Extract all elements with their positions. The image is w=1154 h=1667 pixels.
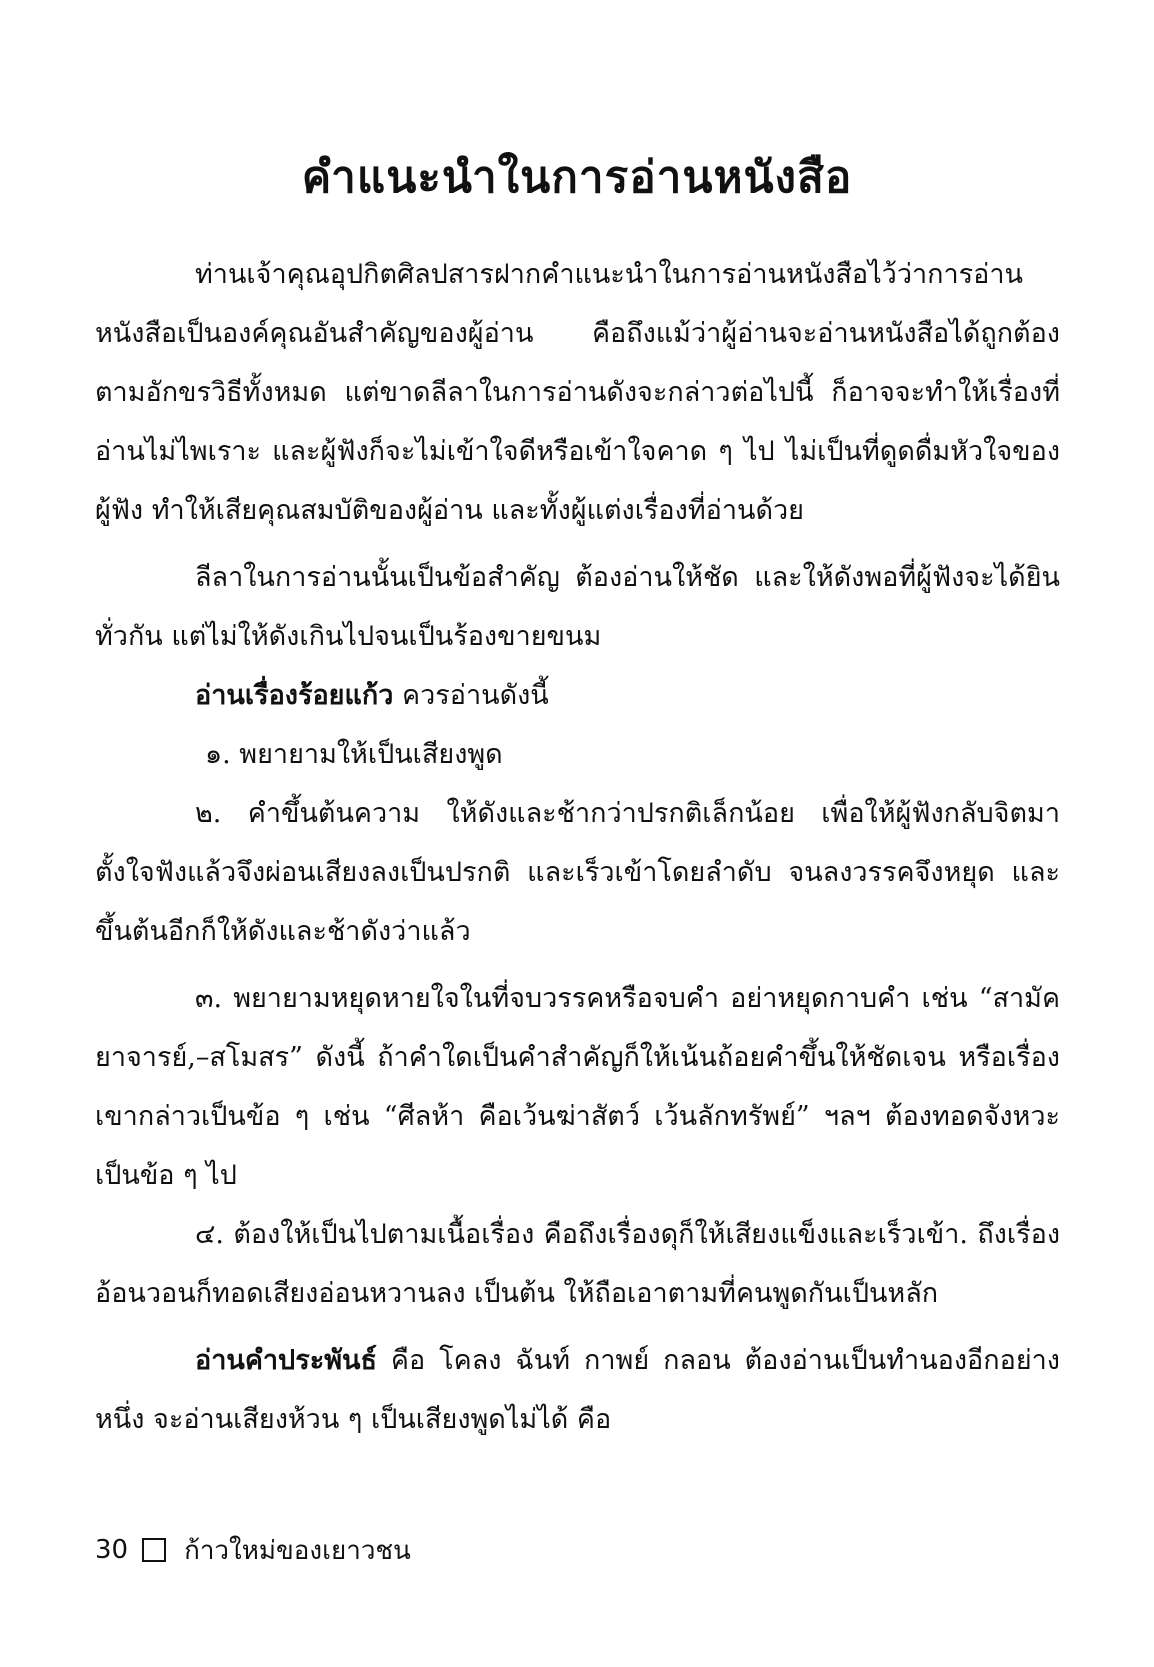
body-text	[95, 245, 1060, 1449]
square-icon	[142, 1538, 166, 1562]
page-title: คำแนะนำในการอ่านหนังสือ	[301, 152, 853, 203]
prose-heading-rest: ควรอ่านดังนี้	[393, 680, 549, 711]
book-title: ก้าวใหม่ของเยาวชน	[184, 1535, 411, 1566]
poetry-heading-bold: อ่านคำประพันธ์	[195, 1345, 377, 1376]
paragraph-poetry	[95, 1331, 1060, 1449]
poetry-heading-rest: คือ โคลง ฉันท์ กาพย์ กลอน ต้องอ่านเป็นทำนองอีกอย่างหนึ่ง จะอ่านเสียงห้วน ๆ เป็นเสียงพูดไม่ได้ คือ	[95, 1345, 1060, 1435]
page-number: 30	[95, 1535, 129, 1565]
list-item-2: ๒. คำขึ้นต้นความ ให้ดังและช้ากว่าปรกติเล็กน้อย เพื่อให้ผู้ฟังกลับจิตมาตั้งใจฟังแล้วจึงผ่อนเสียงลงเป็นปรกติ และเร็วเข้าโดยลำดับ จนลงวรรคจึงหยุด และขึ้นต้นอีกก็ให้ดังและช้าดังว่าแล้ว	[95, 798, 1060, 947]
prose-heading-bold: อ่านเรื่องร้อยแก้ว	[195, 680, 394, 711]
paragraph-reading-style: ลีลาในการอ่านนั้นเป็นข้อสำคัญ ต้องอ่านให้ชัด และให้ดังพอที่ผู้ฟังจะได้ยินทั่วกัน แต่ไม่ให้ดังเกินไปจนเป็นร้องขายขนม	[95, 562, 1060, 652]
list-item-1: ๑. พยายามให้เป็นเสียงพูด	[205, 739, 503, 770]
list-item-3: ๓. พยายามหยุดหายใจในที่จบวรรคหรือจบคำ อย่าหยุดกาบคำ เช่น “สามัคยาจารย์,–สโมสร” ดังนี้ ถ้าคำใดเป็นคำสำคัญก็ให้เน้นถ้อยคำขึ้นให้ชัดเจน หรือเรื่องเขากล่าวเป็นข้อ ๆ เช่น “ศีลห้า คือเว้นฆ่าสัตว์ เว้นลักทรัพย์” ฯลฯ ต้องทอดจังหวะเป็นข้อ ๆ ไป	[95, 983, 1060, 1191]
list-item-4: ๔. ต้องให้เป็นไปตามเนื้อเรื่อง คือถึงเรื่องดุก็ให้เสียงแข็งและเร็วเข้า. ถึงเรื่องอ้อนวอนก็ทอดเสียงอ่อนหวานลง เป็นต้น ให้ถือเอาตามที่คนพูดกันเป็นหลัก	[95, 1219, 1060, 1309]
page-footer	[95, 1530, 411, 1570]
paragraph-prose-heading	[95, 666, 1060, 725]
paragraph-intro: ท่านเจ้าคุณอุปกิตศิลปสารฝากคำแนะนำในการอ่านหนังสือไว้ว่าการอ่านหนังสือเป็นองค์คุณอันสำคัญของผู้อ่าน คือถึงแม้ว่าผู้อ่านจะอ่านหนังสือได้ถูกต้องตามอักขรวิธีทั้งหมด แต่ขาดลีลาในการอ่านดังจะกล่าวต่อไปนี้ ก็อาจจะทำให้เรื่องที่อ่านไม่ไพเราะ และผู้ฟังก็จะไม่เข้าใจดีหรือเข้าใจคาด ๆ ไป ไม่เป็นที่ดูดดื่มหัวใจของผู้ฟัง ทำให้เสียคุณสมบัติของผู้อ่าน และทั้งผู้แต่งเรื่องที่อ่านด้วย	[95, 259, 1060, 526]
